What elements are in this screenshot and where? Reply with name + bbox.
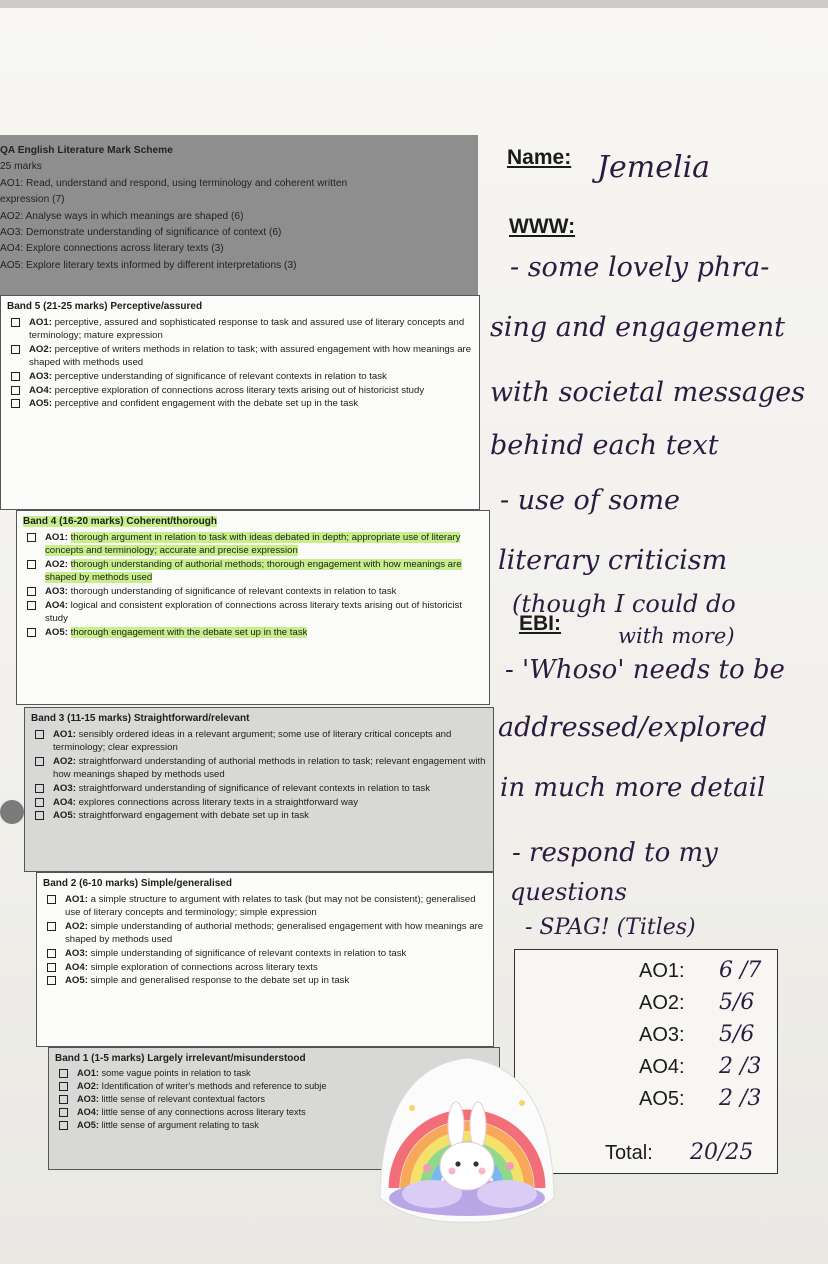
www-line: - some lovely phra-: [510, 252, 770, 283]
list-item: AO4: little sense of any connections across literary texts: [55, 1106, 493, 1119]
ebi-line: - respond to my: [512, 838, 718, 868]
ebi-line: - 'Whoso' needs to be: [505, 655, 785, 685]
list-item: AO3: perceptive understanding of significance of relevant contexts in relation to task: [7, 370, 473, 384]
www-line: with more): [618, 624, 735, 648]
checkbox-icon: [35, 811, 44, 820]
checkbox-icon: [11, 399, 20, 408]
checkbox-icon: [27, 533, 36, 542]
list-item: AO5: perceptive and confident engagement with the debate set up in the task: [7, 397, 473, 411]
checkbox-icon: [11, 372, 20, 381]
list-item: AO1: a simple structure to argument with relates to task (but may not be consistent); generalised use of literary concepts and terminology; simple expression: [43, 893, 487, 920]
score-value: 5/6: [719, 990, 755, 1015]
list-item: AO3: little sense of relevant contextual factors: [55, 1093, 493, 1106]
band-title: Band 2 (6-10 marks) Simple/generalised: [43, 878, 232, 889]
ebi-line: in much more detail: [500, 773, 766, 803]
band-2: [36, 872, 494, 1047]
list-item: AO3: thorough understanding of significance of relevant contexts in relation to task: [23, 585, 483, 599]
score-value: 2 /3: [719, 1054, 762, 1079]
band-title: Band 3 (11-15 marks) Straightforward/relevant: [31, 713, 250, 724]
list-item: AO1: perceptive, assured and sophisticated response to task and assured use of literary concepts and terminology; mature expression: [7, 316, 473, 343]
checkbox-icon: [27, 587, 36, 596]
www-label: WWW:: [509, 215, 576, 238]
mark-scheme: [0, 135, 495, 1170]
checkbox-icon: [35, 798, 44, 807]
score-label: AO1:: [639, 960, 685, 982]
band-5: [0, 295, 480, 510]
ebi-line: addressed/explored: [498, 712, 768, 743]
list-item: AO1: sensibly ordered ideas in a relevant argument; some use of literary critical concepts and terminology; clear expression: [31, 728, 487, 755]
checkbox-icon: [47, 963, 56, 972]
checkbox-icon: [59, 1082, 68, 1091]
www-line: (though I could do: [512, 590, 736, 618]
checkbox-icon: [47, 922, 56, 931]
score-value: 2 /3: [719, 1086, 762, 1111]
header-line: AO1: Read, understand and respond, using terminology and coherent written: [0, 177, 348, 189]
list-item: AO2: Identification of writer's methods and reference to subje: [55, 1080, 493, 1093]
list-item: AO2: thorough understanding of authorial methods; thorough engagement with how meanings are shaped by methods used: [23, 558, 483, 585]
list-item: AO5: straightforward engagement with debate set up in task: [31, 809, 487, 823]
list-item: AO3: simple understanding of significance of relevant contexts in relation to task: [43, 947, 487, 961]
www-line: with societal messages: [490, 377, 806, 408]
mark-scheme-header: [0, 135, 478, 295]
score-label: AO4:: [639, 1056, 685, 1078]
score-label: AO3:: [639, 1024, 685, 1046]
checkbox-icon: [47, 976, 56, 985]
list-item: AO1: some vague points in relation to task: [55, 1067, 493, 1080]
score-label: AO2:: [639, 992, 685, 1014]
rainbow-bunny-sticker-icon: [372, 1048, 562, 1226]
www-line: - use of some: [500, 485, 681, 516]
checkbox-icon: [27, 560, 36, 569]
checkbox-icon: [11, 345, 20, 354]
score-value: 6 /7: [719, 958, 762, 983]
total-value: 20/25: [690, 1140, 754, 1165]
band-title: Band 4 (16-20 marks) Coherent/thorough: [23, 516, 217, 527]
checkbox-icon: [59, 1108, 68, 1117]
header-line: AO3: Demonstrate understanding of significance of context (6): [0, 227, 282, 239]
band-3: [24, 707, 494, 872]
list-item: AO1: thorough argument in relation to task with ideas debated in depth; appropriate use of literary concepts and terminology; accurate and precise expression: [23, 531, 483, 558]
list-item: AO2: perceptive of writers methods in relation to task; with assured engagement with how meanings are shaped with methods used: [7, 343, 473, 370]
list-item: AO4: logical and consistent exploration of connections across literary texts arising out of historicist study: [23, 599, 483, 626]
checkbox-icon: [27, 601, 36, 610]
list-item: AO2: simple understanding of authorial methods; generalised engagement with how meanings are shaped by methods used: [43, 920, 487, 947]
list-item: AO5: simple and generalised response to the debate set up in task: [43, 974, 487, 988]
checkbox-icon: [35, 757, 44, 766]
header-line: expression (7): [0, 194, 65, 206]
www-line: sing and engagement: [490, 312, 785, 343]
header-line: AO5: Explore literary texts informed by different interpretations (3): [0, 259, 297, 271]
checkbox-icon: [47, 949, 56, 958]
score-value: 5/6: [719, 1022, 755, 1047]
checkbox-icon: [59, 1069, 68, 1078]
checkbox-icon: [11, 318, 20, 327]
checkbox-icon: [47, 895, 56, 904]
checkbox-icon: [35, 784, 44, 793]
header-line: QA English Literature Mark Scheme: [0, 145, 173, 156]
ebi-label: EBI:: [519, 612, 561, 635]
checkbox-icon: [11, 386, 20, 395]
list-item: AO5: little sense of argument relating to task: [55, 1119, 493, 1132]
band-title: Band 1 (1-5 marks) Largely irrelevant/misunderstood: [55, 1053, 306, 1064]
list-item: AO5: thorough engagement with the debate set up in the task: [23, 626, 483, 640]
list-item: AO4: simple exploration of connections across literary texts: [43, 961, 487, 975]
list-item: AO4: perceptive exploration of connections across literary texts arising out of historicist study: [7, 384, 473, 398]
ebi-line: questions: [510, 878, 627, 906]
student-name: Jemelia: [597, 150, 711, 185]
total-label: Total:: [605, 1142, 653, 1164]
checkbox-icon: [59, 1121, 68, 1130]
header-line: 25 marks: [0, 161, 42, 173]
score-label: AO5:: [639, 1088, 685, 1110]
list-item: AO4: explores connections across literary texts in a straightforward way: [31, 796, 487, 810]
www-line: literary criticism: [498, 545, 728, 576]
checkbox-icon: [35, 730, 44, 739]
checkbox-icon: [59, 1095, 68, 1104]
header-line: AO2: Analyse ways in which meanings are shaped (6): [0, 210, 244, 222]
list-item: AO2: straightforward understanding of authorial methods in relation to task; relevant engagement with how meanings shaped by methods used: [31, 755, 487, 782]
checkbox-icon: [27, 628, 36, 637]
name-label: Name:: [507, 146, 572, 169]
ebi-line: - SPAG! (Titles): [525, 915, 696, 940]
page-edge-shadow: [0, 0, 828, 8]
band-title: Band 5 (21-25 marks) Perceptive/assured: [7, 301, 203, 312]
www-line: behind each text: [490, 430, 719, 461]
band-4: [16, 510, 490, 705]
list-item: AO3: straightforward understanding of significance of relevant contexts in relation to task: [31, 782, 487, 796]
header-line: AO4: Explore connections across literary texts (3): [0, 243, 224, 255]
